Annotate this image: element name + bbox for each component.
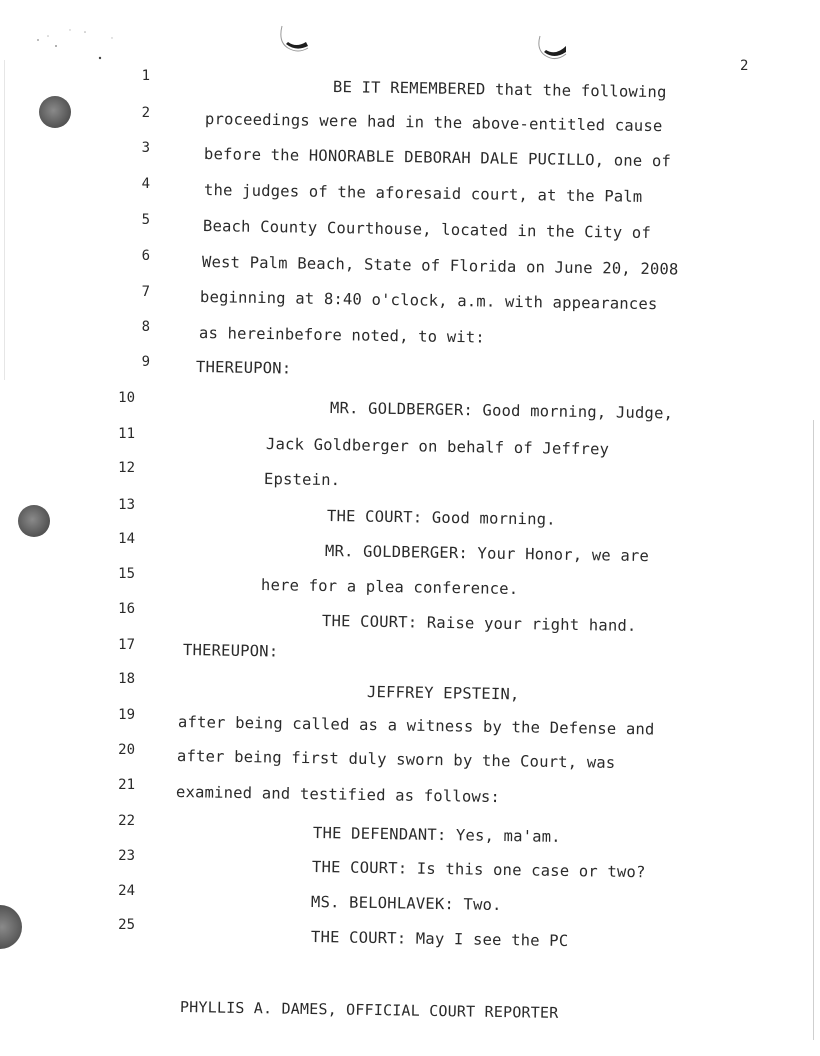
punch-hole-middle [18,505,50,537]
line-number: 24 [118,883,135,899]
transcript-line: proceedings were had in the above-entitled cause [204,110,663,136]
line-number: 4 [141,176,150,192]
transcript-line: THEREUPON: [195,358,292,378]
line-number: 6 [141,248,150,264]
scan-speckle [30,10,140,70]
page-number: 2 [740,58,749,74]
transcript-line: West Palm Beach, State of Florida on June 20, 2008 [201,253,679,279]
transcript-line: beginning at 8:40 o'clock, a.m. with appearances [199,288,658,314]
line-number: 9 [141,354,150,370]
transcript-line: MR. GOLDBERGER: Your Honor, we are [324,542,650,566]
line-number: 11 [118,426,135,442]
line-number: 3 [141,140,150,156]
line-number: 8 [141,319,150,335]
transcript-line: THE COURT: Good morning. [326,507,556,529]
line-number: 13 [118,497,135,513]
transcript-line: THE DEFENDANT: Yes, ma'am. [312,824,561,846]
transcript-line: JEFFREY EPSTEIN, [366,683,520,704]
transcript-line: the judges of the aforesaid court, at the Palm [203,181,643,206]
punch-hole-top [39,96,71,128]
transcript-line: after being first duly sworn by the Court, was [176,747,616,772]
transcript-line: THE COURT: Raise your right hand. [321,612,637,635]
page-right-edge [813,420,814,1040]
transcript-line: THE COURT: Is this one case or two? [311,858,646,882]
line-number: 7 [141,284,150,300]
line-number: 14 [118,531,135,547]
punch-hole-bottom [0,905,22,949]
transcript-line: THE COURT: May I see the PC [310,928,569,951]
transcript-line: Jack Goldberger on behalf of Jeffrey [265,435,610,459]
court-reporter-footer: PHYLLIS A. DAMES, OFFICIAL COURT REPORTER [179,998,559,1022]
transcript-line: here for a plea conference. [260,576,519,599]
transcript-line: BE IT REMEMBERED that the following [332,78,667,102]
line-number: 10 [118,390,135,406]
transcript-line: Beach County Courthouse, located in the City of [202,217,652,243]
transcript-line: MS. BELOHLAVEK: Two. [310,893,502,914]
line-number: 5 [141,212,150,228]
line-number: 25 [118,917,135,933]
line-number: 16 [118,601,135,617]
line-number: 1 [141,68,150,84]
line-number: 2 [141,105,150,121]
transcript-line: examined and testified as follows: [175,783,501,807]
line-number: 12 [118,460,135,476]
line-number: 21 [118,777,135,793]
transcript-line: Epstein. [263,470,341,490]
line-number: 20 [118,742,135,758]
page-left-edge [4,60,5,380]
transcript-line: before the HONORABLE DEBORAH DALE PUCILLO, one of [203,145,672,171]
transcript-line: as hereinbefore noted, to wit: [198,324,486,347]
staple-mark-left [278,22,312,56]
transcript-line: after being called as a witness by the Defense and [177,713,655,739]
line-number: 18 [118,671,135,687]
line-number: 17 [118,637,135,653]
staple-mark-right [536,32,570,66]
line-number: 15 [118,566,135,582]
line-number: 23 [118,848,135,864]
transcript-line: THEREUPON: [182,641,279,661]
transcript-line: MR. GOLDBERGER: Good morning, Judge, [329,399,674,423]
line-number: 19 [118,707,135,723]
line-number: 22 [118,813,135,829]
